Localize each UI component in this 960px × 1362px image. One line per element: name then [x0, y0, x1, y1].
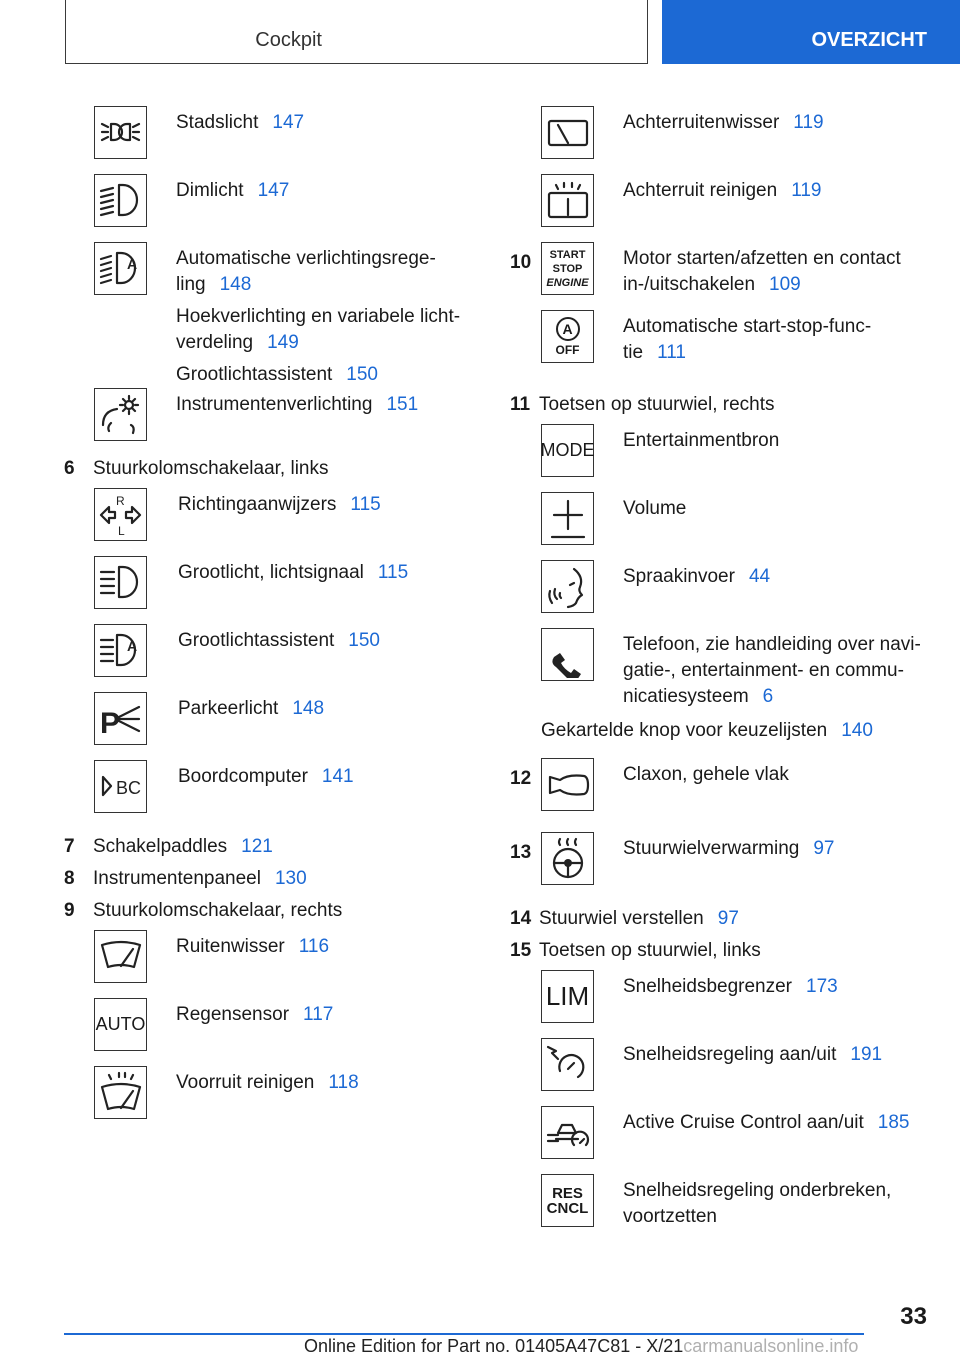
- label-text: Claxon, gehele vlak: [623, 764, 789, 785]
- item-label: [623, 496, 686, 522]
- bc-icon: [94, 760, 147, 813]
- high-beam-assist-icon-graphic: [97, 627, 144, 674]
- item-label: [623, 762, 789, 788]
- label-text: Snelheidsregeling onderbreken,: [623, 1180, 892, 1201]
- page-ref-link[interactable]: 97: [717, 908, 739, 929]
- page-ref-link[interactable]: 140: [841, 720, 873, 741]
- section-heading: [510, 392, 950, 424]
- turn-signal-icon-graphic: [97, 491, 144, 538]
- icon-row: [64, 930, 484, 998]
- section-title: Cockpit: [255, 29, 322, 51]
- washer-icon: [94, 1066, 147, 1119]
- watermark: carmanualsonline.info: [683, 1336, 859, 1356]
- page-ref-link[interactable]: 115: [377, 562, 409, 583]
- low-beam-icon-graphic: [97, 177, 144, 224]
- icon-row: [510, 560, 950, 628]
- parking-light-icon-graphic: [97, 695, 144, 742]
- icon-row: [510, 832, 950, 906]
- phone-icon-graphic: [544, 631, 591, 678]
- high-beam-icon-graphic: [97, 559, 144, 606]
- icon-text: AUTO: [95, 1014, 146, 1034]
- right-column: [510, 106, 950, 1242]
- label-text: Telefoon, zie handleiding over navi-: [623, 634, 921, 655]
- voice-input-icon-graphic: [544, 563, 591, 610]
- page-ref-link[interactable]: 118: [328, 1072, 359, 1093]
- item-label: [623, 246, 901, 298]
- page-ref-link[interactable]: 191: [850, 1044, 883, 1065]
- item-label: [623, 314, 871, 366]
- label-text: Stuurwiel verstellen: [539, 908, 704, 929]
- icon-row: [510, 424, 950, 492]
- item-label: [176, 934, 329, 960]
- label-text: Dimlicht: [176, 180, 244, 201]
- res-cncl-icon: [541, 1174, 594, 1227]
- label-text: Spraakinvoer: [623, 566, 735, 587]
- auto-headlight-icon: [94, 242, 147, 295]
- label-text: nicatiesysteem: [623, 686, 749, 707]
- icon-text: A: [556, 317, 580, 341]
- item-label: [623, 836, 834, 862]
- label-text: Active Cruise Control aan/uit: [623, 1112, 864, 1133]
- item-number: 12: [510, 768, 532, 789]
- label-text: Snelheidsregeling aan/uit: [623, 1044, 837, 1065]
- page-ref-link[interactable]: 173: [806, 976, 838, 997]
- label-text: Grootlichtassistent: [178, 630, 335, 651]
- steering-heat-icon-graphic: [544, 835, 591, 882]
- section-title: [93, 898, 342, 930]
- section-title: [539, 938, 761, 970]
- item-label: [623, 1110, 909, 1136]
- item-label: [623, 1178, 891, 1230]
- icon-row: [510, 1174, 950, 1242]
- svg-text:A: A: [127, 638, 138, 654]
- page-ref-link[interactable]: 150: [346, 364, 378, 385]
- auto-start-stop-off-icon: [541, 310, 594, 363]
- label-text: Stuurkolomschakelaar, links: [93, 458, 329, 479]
- label-text: voortzetten: [623, 1206, 717, 1227]
- label-text: Achterruit reinigen: [623, 180, 778, 201]
- icon-row: [510, 242, 950, 310]
- icon-row: [510, 970, 950, 1038]
- item-sublabel: [176, 304, 460, 356]
- section-title: [539, 392, 775, 424]
- auto-text-icon: [94, 998, 147, 1051]
- svg-text:A: A: [127, 256, 138, 272]
- icon-row: [510, 1038, 950, 1106]
- label-text: Grootlichtassistent: [176, 364, 333, 385]
- label-text: Achterruitenwisser: [623, 112, 780, 133]
- section-heading: [64, 866, 484, 898]
- cruise-control-icon: [541, 1038, 594, 1091]
- section-title: [93, 456, 329, 488]
- item-number: 13: [510, 842, 532, 863]
- icon-row: [510, 758, 950, 832]
- item-label: [178, 764, 354, 790]
- icon-row: [64, 1066, 484, 1134]
- page-ref-link[interactable]: 151: [386, 394, 419, 415]
- label-text: Richtingaanwijzers: [178, 494, 337, 515]
- start-stop-icon: [541, 242, 594, 295]
- icon-row: [510, 492, 950, 560]
- label-text: Instrumentenverlichting: [176, 394, 373, 415]
- svg-text:P: P: [100, 707, 121, 740]
- label-text: Regensensor: [176, 1004, 290, 1025]
- rear-wiper-icon-graphic: [544, 109, 591, 156]
- phone-icon: [541, 628, 594, 681]
- icon-row: [64, 556, 484, 624]
- item-label: [178, 560, 408, 586]
- icon-row: [510, 628, 950, 718]
- label-text: in-/uitschakelen: [623, 274, 756, 295]
- section-title: [93, 866, 307, 898]
- item-label: [623, 428, 779, 454]
- item-label: [623, 178, 822, 204]
- label-text: Gekartelde knop voor keuzelijsten: [541, 720, 828, 741]
- sub-item-row: [510, 718, 950, 758]
- label-text: Hoekverlichting en variabele licht-: [176, 306, 461, 327]
- parking-light-icon: [94, 692, 147, 745]
- page-ref-link[interactable]: 147: [257, 180, 290, 201]
- icon-row: [64, 998, 484, 1066]
- footer-edition: [304, 1336, 858, 1357]
- item-label: [623, 1042, 882, 1068]
- icon-row: [64, 624, 484, 692]
- bc-icon-graphic: [97, 763, 144, 810]
- volume-icon: [541, 492, 594, 545]
- icon-row: [64, 760, 484, 828]
- label-text: Voorruit reinigen: [176, 1072, 315, 1093]
- icon-text: RES: [552, 1184, 583, 1202]
- edition-text: Online Edition for Part no. 01405A47C81 - X/21: [304, 1336, 684, 1356]
- section-heading: [510, 906, 950, 938]
- label-text: Schakelpaddles: [93, 836, 228, 857]
- left-column: [64, 106, 484, 1134]
- page-ref-link[interactable]: 150: [348, 630, 380, 651]
- high-beam-icon: [94, 556, 147, 609]
- active-cruise-icon: [541, 1106, 594, 1159]
- item-label: [176, 1002, 333, 1028]
- item-label: [623, 564, 770, 590]
- icon-text: LIM: [545, 981, 590, 1011]
- page-ref-link[interactable]: 6: [762, 686, 774, 707]
- label-text: Automatische start-stop-func-: [623, 316, 872, 337]
- section-heading: [64, 456, 484, 488]
- washer-icon-graphic: [97, 1069, 144, 1116]
- page-ref-link[interactable]: 130: [274, 868, 307, 889]
- item-number: 8: [64, 868, 75, 889]
- page-ref-link[interactable]: 111: [657, 342, 686, 363]
- svg-text:L: L: [118, 524, 125, 538]
- section-title: [93, 834, 273, 866]
- item-label: [178, 628, 380, 654]
- icon-text: CNCL: [546, 1199, 589, 1217]
- label-text: Toetsen op stuurwiel, rechts: [539, 394, 775, 415]
- label-text: Motor starten/afzetten en contact: [623, 248, 901, 269]
- label-text: Stuurkolomschakelaar, rechts: [93, 900, 343, 921]
- item-label: [176, 110, 304, 136]
- svg-text:R: R: [116, 494, 125, 508]
- horn-icon: [541, 758, 594, 811]
- label-text: ling: [176, 274, 206, 295]
- page-ref-link[interactable]: 121: [241, 836, 273, 857]
- icon-row: [64, 388, 484, 456]
- page-ref-link[interactable]: 116: [298, 936, 330, 957]
- icon-row: [510, 310, 950, 392]
- item-label: [623, 974, 838, 1000]
- wiper-icon: [94, 930, 147, 983]
- instrument-lighting-icon-graphic: [97, 391, 144, 438]
- icon-text: START: [549, 248, 586, 261]
- header-frame: [65, 0, 648, 64]
- item-number: 15: [510, 940, 532, 961]
- item-sublabel: [176, 362, 460, 388]
- page-number: 33: [900, 1303, 927, 1330]
- label-text: Stuurwielverwarming: [623, 838, 800, 859]
- page-ref-link[interactable]: 147: [272, 112, 305, 133]
- label-text: Parkeerlicht: [178, 698, 279, 719]
- page-ref-link[interactable]: 185: [877, 1112, 910, 1133]
- page-ref-link[interactable]: 149: [267, 332, 299, 353]
- label-text: Volume: [623, 498, 687, 519]
- voice-input-icon: [541, 560, 594, 613]
- footer-divider: [64, 1333, 864, 1335]
- label-text: Ruitenwisser: [176, 936, 285, 957]
- icon-text: OFF: [555, 342, 580, 357]
- icon-row: [510, 106, 950, 174]
- rear-wiper-icon: [541, 106, 594, 159]
- section-heading: [64, 834, 484, 866]
- label-text: Entertainmentbron: [623, 430, 780, 451]
- icon-text: STOP: [552, 262, 583, 275]
- tab-label: OVERZICHT: [811, 29, 927, 51]
- item-label: [178, 492, 381, 518]
- label-text: Toetsen op stuurwiel, links: [539, 940, 761, 961]
- page-ref-link[interactable]: 115: [350, 494, 381, 515]
- item-label: [623, 110, 824, 136]
- mode-icon: [541, 424, 594, 477]
- lim-icon: [541, 970, 594, 1023]
- item-label: [541, 718, 873, 758]
- item-label: [176, 1070, 359, 1096]
- icon-row: [64, 174, 484, 242]
- page-ref-link[interactable]: 97: [813, 838, 835, 859]
- horn-icon-graphic: [544, 761, 591, 808]
- section-title: [539, 906, 739, 938]
- icon-row: [64, 106, 484, 174]
- page-ref-link[interactable]: 119: [791, 180, 822, 201]
- label-text: Boordcomputer: [178, 766, 308, 787]
- item-label: [176, 178, 289, 204]
- high-beam-assist-icon: [94, 624, 147, 677]
- page-ref-link[interactable]: 141: [321, 766, 354, 787]
- item-label: [623, 632, 921, 710]
- low-beam-icon: [94, 174, 147, 227]
- icon-text: MODE: [540, 440, 595, 460]
- side-lights-icon-graphic: [97, 109, 144, 156]
- item-number: 10: [510, 252, 532, 273]
- item-number: 11: [510, 394, 531, 415]
- label-text: Snelheidsbegrenzer: [623, 976, 793, 997]
- volume-icon-graphic: [544, 495, 591, 542]
- label-text: Automatische verlichtingsrege-: [176, 248, 436, 269]
- turn-signal-icon: [94, 488, 147, 541]
- label-text: gatie-, entertainment- en commu-: [623, 660, 904, 681]
- label-text: Stadslicht: [176, 112, 259, 133]
- side-lights-icon: [94, 106, 147, 159]
- page-ref-link[interactable]: 109: [769, 274, 801, 295]
- svg-text:BC: BC: [116, 778, 142, 798]
- item-label: [176, 392, 418, 418]
- auto-headlight-icon-graphic: [97, 245, 144, 292]
- icon-row: [510, 1106, 950, 1174]
- item-label: [178, 696, 324, 722]
- rear-washer-icon-graphic: [544, 177, 591, 224]
- tab-overzicht[interactable]: [662, 0, 960, 64]
- page-ref-link[interactable]: 148: [219, 274, 252, 295]
- label-text: Grootlicht, lichtsignaal: [178, 562, 364, 583]
- label-text: tie: [623, 342, 644, 363]
- label-text: Instrumentenpaneel: [93, 868, 261, 889]
- wiper-icon-graphic: [97, 933, 144, 980]
- page-ref-link[interactable]: 148: [292, 698, 325, 719]
- icon-row: [64, 242, 484, 388]
- section-heading: [64, 898, 484, 930]
- active-cruise-icon-graphic: [544, 1109, 591, 1156]
- icon-row: [64, 692, 484, 760]
- item-number: 6: [64, 458, 75, 479]
- cruise-control-icon-graphic: [544, 1041, 591, 1088]
- page-ref-link[interactable]: 117: [303, 1004, 334, 1025]
- steering-heat-icon: [541, 832, 594, 885]
- instrument-lighting-icon: [94, 388, 147, 441]
- page-ref-link[interactable]: 44: [748, 566, 771, 587]
- page-ref-link[interactable]: 119: [793, 112, 824, 133]
- rear-washer-icon: [541, 174, 594, 227]
- item-number: 14: [510, 908, 532, 929]
- icon-row: [64, 488, 484, 556]
- label-text: verdeling: [176, 332, 254, 353]
- item-number: 9: [64, 900, 75, 921]
- icon-text: ENGINE: [546, 276, 589, 289]
- item-label: [176, 246, 460, 298]
- section-heading: [510, 938, 950, 970]
- item-number: 7: [64, 836, 75, 857]
- icon-row: [510, 174, 950, 242]
